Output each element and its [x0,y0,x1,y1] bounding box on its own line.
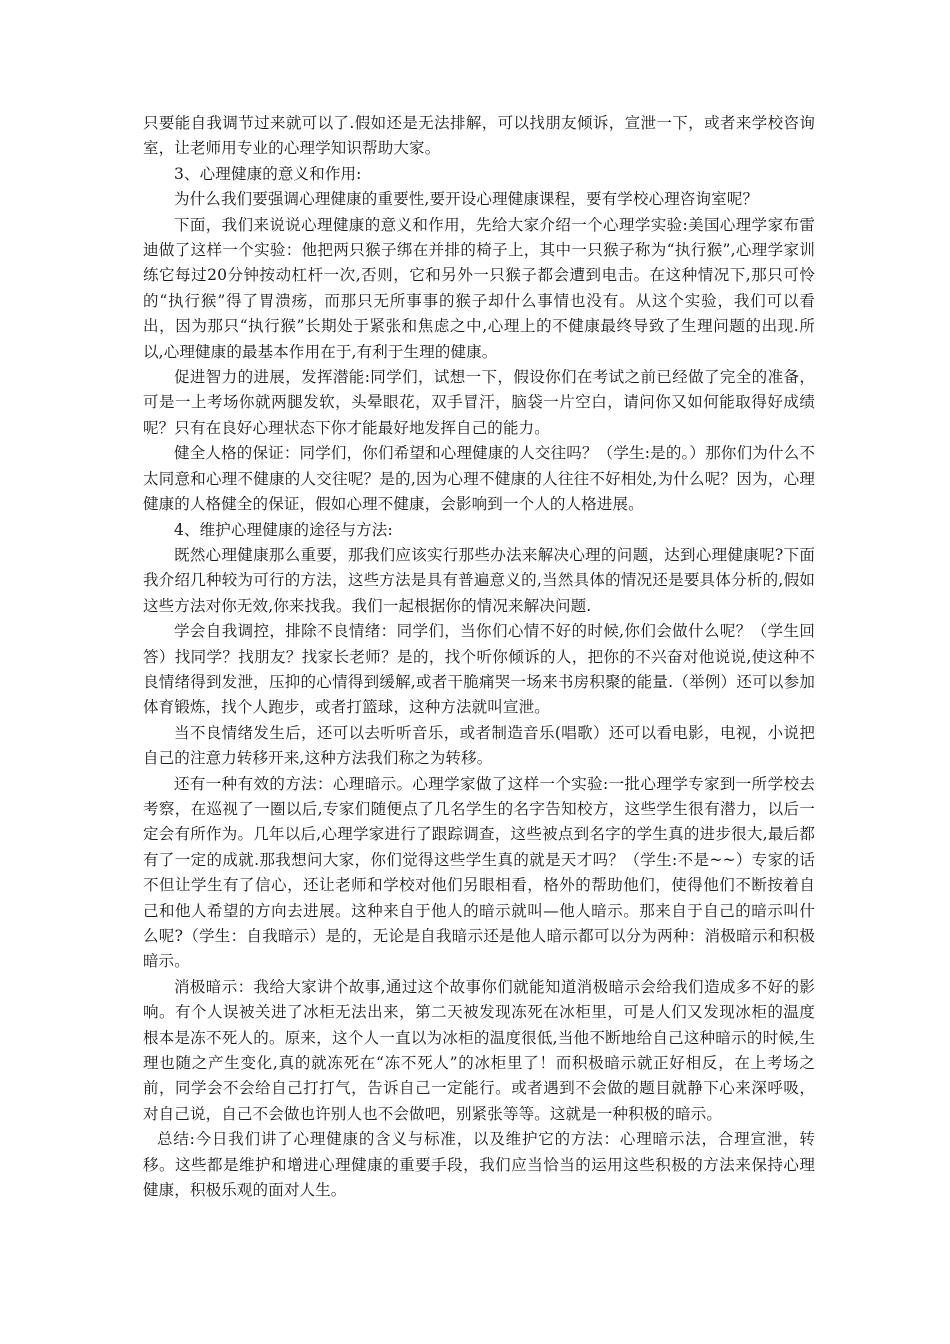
section-heading-3: 3、心理健康的意义和作用: [174,164,362,183]
paragraph: 当不良情绪发生后，还可以去听听音乐，或者制造音乐(唱歌）还可以看电影，电视，小说把自己的注意力转移开来,这种方法我们称之为转移。 [143,723,815,768]
paragraph: 既然心理健康那么重要，那我们应该实行那些办法来解决心理的问题，达到心理健康呢?下面我介绍几种较为可行的方法，这些方法是具有普遍意义的,当然具体的情况还是要具体分析的,假如这些方法对你无效,你来找我。我们一起根据你的情况来解决问题. [143,545,815,615]
paragraph-summary: 总结:今日我们讲了心理健康的含义与标准，以及维护它的方法：心理暗示法，合理宣泄，转移。这些都是维护和增进心理健康的重要手段，我们应当恰当的运用这些积极的方法来保持心理健康，积极乐观的面对人生。 [143,1130,815,1200]
paragraph: 消极暗示：我给大家讲个故事,通过这个故事你们就能知道消极暗示会给我们造成多不好的影响。有个人误被关进了冰柜无法出来，第二天被发现冻死在冰柜里，可是人们又发现冰柜的温度根本是冻不死人的。原来，这个人一直以为冰柜的温度很低,当他不断地给自己这种暗示的时候,生理也随之产生变化,真的就冻死在“冻不死人”的冰柜里了！而积极暗示就正好相反，在上考场之前，同学会不会给自己打打气，告诉自己一定能行。或者遇到不会做的题目就静下心来深呼吸，对自己说，自己不会做也许别人也不会做吧，别紧张等等。这就是一种积极的暗示。 [143,977,815,1123]
paragraph-intro: 只要能自我调节过来就可以了.假如还是无法排解，可以找朋友倾诉，宣泄一下，或者来学校咨询室，让老师用专业的心理学知识帮助大家。 [143,114,815,158]
paragraph: 为什么我们要强调心理健康的重要性,要开设心理健康课程，要有学校心理咨询室呢？ [174,190,759,209]
document-body [143,111,815,1203]
paragraph: 促进智力的进展，发挥潜能:同学们，试想一下，假设你们在考试之前已经做了完全的准备，可是一上考场你就两腿发软，头晕眼花，双手冒汗，脑袋一片空白，请问你又如何能取得好成绩呢？只有在良好心理状态下你才能最好地发挥自己的能力。 [143,368,815,437]
paragraph: 健全人格的保证：同学们，你们希望和心理健康的人交往吗？（学生:是的。）那你们为什么不太同意和心理不健康的人交往呢？是的,因为心理不健康的人往往不好相处,为什么呢？因为，心理健康的人格健全的保证，假如心理不健康，会影响到一个人的人格进展。 [143,444,815,514]
section-heading-4: 4、维护心理健康的途径与方法: [174,520,393,539]
paragraph: 下面，我们来说说心理健康的意义和作用，先给大家介绍一个心理学实验:美国心理学家布雷迪做了这样一个实验：他把两只猴子绑在并排的椅子上，其中一只猴子称为“执行猴”,心理学家训练它每过20分钟按动杠杆一次,否则，它和另外一只猴子都会遭到电击。在这种情况下,那只可怜的“执行猴”得了胃溃疡，而那只无所事事的猴子却什么事情也没有。从这个实验，我们可以看出，因为那只“执行猴”长期处于紧张和焦虑之中,心理上的不健康最终导致了生理问题的出现.所以,心理健康的最基本作用在于,有利于生理的健康。 [143,215,815,361]
paragraph: 学会自我调控，排除不良情绪：同学们，当你们心情不好的时候,你们会做什么呢？（学生回答）找同学？找朋友？找家长老师？是的，找个听你倾诉的人，把你的不兴奋对他说说,使这种不良情绪得到发泄，压抑的心情得到缓解,或者干脆痛哭一场来书房积聚的能量.（举例）还可以参加体育锻炼，找个人跑步，或者打篮球，这种方法就叫宣泄。 [143,622,815,717]
paragraph: 还有一种有效的方法：心理暗示。心理学家做了这样一个实验:一批心理学专家到一所学校去考察，在巡视了一圈以后,专家们随便点了几名学生的名字告知校方，这些学生很有潜力，以后一定会有所作为。几年以后,心理学家进行了跟踪调查，这些被点到名字的学生真的进步很大,最后都有了一定的成就.那我想问大家，你们觉得这些学生真的就是天才吗？（学生:不是~~）专家的话不但让学生有了信心，还让老师和学校对他们另眼相看，格外的帮助他们，使得他们不断按着自己和他人希望的方向去进展。这种来自于他人的暗示就叫—他人暗示。那来自于自己的暗示叫什么呢?（学生：自我暗示）是的，无论是自我暗示还是他人暗示都可以分为两种：消极暗示和积极暗示。 [143,774,815,971]
